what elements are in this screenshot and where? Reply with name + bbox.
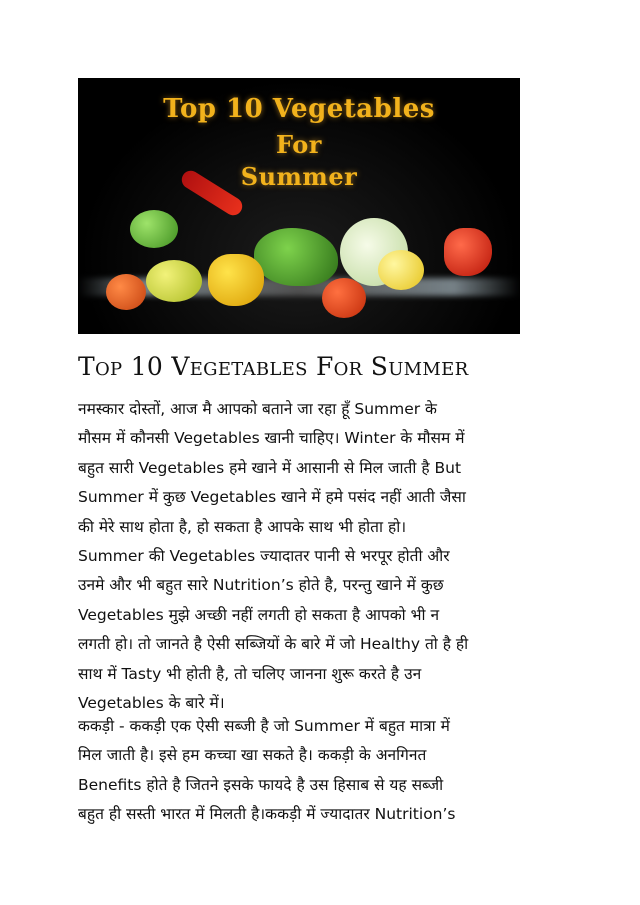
- paragraph-line: बहुत ही सस्ती भारत में मिलती है।ककड़ी में ज्यादातर Nutrition’s: [78, 805, 456, 824]
- paragraph-line: Benefits होते है जितने इसके फायदे है उस हिसाब से यह सब्जी: [78, 775, 444, 794]
- paragraph-line: Summer में कुछ Vegetables खाने में हमे पसंद नहीं आती जैसा: [78, 488, 466, 507]
- hero-image: [78, 78, 520, 334]
- paragraph-line: मौसम में कौनसी Vegetables खानी चाहिए। Winter के मौसम में: [78, 429, 465, 448]
- paragraph-line: की मेरे साथ होता है, हो सकता है आपके साथ भी होता हो।: [78, 517, 407, 536]
- paragraph-line: मिल जाती है। इसे हम कच्चा खा सकते है। ककड़ी के अनगिनत: [78, 746, 427, 765]
- hero-title-line-1: Top 10 Vegetables: [163, 94, 435, 124]
- yellow-pepper: [208, 254, 264, 306]
- paragraph-line: साथ में Tasty भी होती है, तो चलिए जानना शुरू करते है उन: [78, 664, 422, 683]
- green-pepper: [130, 210, 178, 248]
- tomato-center: [322, 278, 366, 318]
- hero-title-line-3: Summer: [240, 162, 358, 191]
- cucumber-paragraph: [78, 712, 553, 830]
- broccoli: [254, 228, 338, 286]
- paragraph-line: Summer की Vegetables ज्यादातर पानी से भरपूर होती और: [78, 547, 450, 566]
- intro-paragraph: [78, 395, 553, 718]
- paragraph-line: लगती हो। तो जानते है ऐसी सब्जियों के बारे में जो Healthy तो है ही: [78, 635, 469, 654]
- lime: [146, 260, 202, 302]
- red-pepper: [444, 228, 492, 276]
- hero-title-line-2: For: [276, 130, 322, 159]
- paragraph-line: नमस्कार दोस्तों, आज मै आपको बताने जा रहा हूँ Summer के: [78, 400, 437, 418]
- paragraph-line: बहुत सारी Vegetables हमे खाने में आसानी से मिल जाती है But: [78, 458, 462, 477]
- paragraph-line: Vegetables मुझे अच्छी नहीं लगती हो सकता है आपको भी न: [78, 605, 440, 624]
- paragraph-line: Vegetables के बारे में।: [78, 694, 225, 713]
- article-heading: Top 10 Vegetables For Summer: [78, 352, 469, 381]
- lemon: [378, 250, 424, 290]
- tomato-left: [106, 274, 146, 310]
- paragraph-line: उनमे और भी बहुत सारे Nutrition’s होते है, परन्तु खाने में कुछ: [78, 576, 444, 595]
- paragraph-line: ककड़ी - ककड़ी एक ऐसी सब्जी है जो Summer में बहुत मात्रा में: [78, 717, 450, 735]
